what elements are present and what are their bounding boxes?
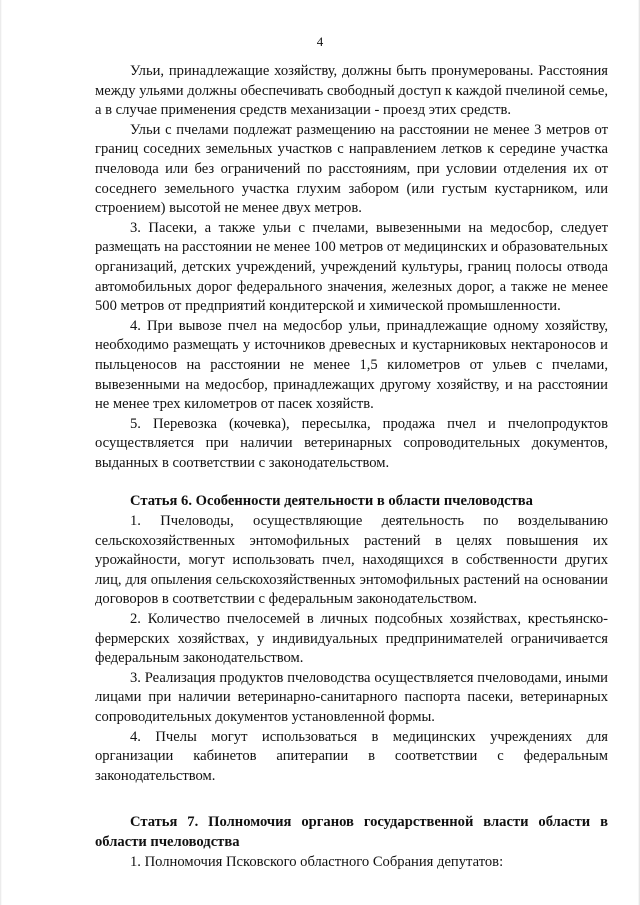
paragraph-hives-distance: Ульи с пчелами подлежат размещению на расстоянии не менее 3 метров от границ соседних земельных участков с направлением летков к середине участка пчеловода или без ограничений по расстояниям, при условии отделения их от соседнего земельного участка глухим забором (или густым кустарником, или строением) высотой не менее двух метров. (95, 121, 608, 217)
paragraph-item-4-transport: 4. При вывозе пчел на медосбор ульи, принадлежащие одному хозяйству, необходимо размещать у источников древесных и кустарниковых нектароносов и пыльценосов на расстоянии не менее 1,5 километров от ульев с пчелами, вывезенными на медосбор, принадлежащих другому хозяйству, и на расстоянии не менее трех километров от пасек хозяйств. (95, 317, 608, 413)
article-7-heading: Статья 7. Полномочия органов государственной власти области в области пчеловодства (95, 814, 608, 850)
article-6-item-1: 1. Пчеловоды, осуществляющие деятельность по возделыванию сельскохозяйственных энтомофильных растений в целях повышения их урожайности, могут использовать пчел, находящихся в собственности других лиц, для опыления сельскохозяйственных энтомофильных растений на основании договоров в соответствии с федеральным законодательством. (95, 513, 608, 608)
article-7-item-1: 1. Полномочия Псковского областного Собрания депутатов: (130, 853, 504, 870)
scan-edge-left (0, 0, 2, 905)
paragraph-hives-numbering: Ульи, принадлежащие хозяйству, должны быть пронумерованы. Расстояния между ульями должны обеспечивать свободный доступ к каждой пчелиной семье, а в случае применения средств механизации - проезд этих средств. (95, 63, 608, 119)
article-6-item-3: 3. Реализация продуктов пчеловодства осуществляется пчеловодами, иными лицами при наличии ветеринарно-санитарного паспорта пасеки, ветеринарных сопроводительных документов установленной формы. (95, 669, 608, 725)
article-6-heading: Статья 6. Особенности деятельности в области пчеловодства (130, 493, 533, 510)
article-6-item-2: 2. Количество пчелосемей в личных подсобных хозяйствах, крестьянско-фермерских хозяйствах, у индивидуальных предпринимателей ограничивается федеральным законодательством. (95, 611, 608, 667)
article-6-item-4: 4. Пчелы могут использоваться в медицинских учреждениях для организации кабинетов апитерапии в соответствии с федеральным законодательством. (95, 728, 608, 784)
paragraph-item-3-apiaries: 3. Пасеки, а также ульи с пчелами, вывезенными на медосбор, следует размещать на расстоянии не менее 100 метров от медицинских и образовательных организаций, детских учреждений, учреждений культуры, границ полосы отвода автомобильных дорог федерального значения, железных дорог, а также не менее 500 метров от предприятий кондитерской и химической промышленности. (95, 219, 608, 315)
paragraph-item-5-shipping: 5. Перевозка (кочевка), пересылка, продажа пчел и пчелопродуктов осуществляется при наличии ветеринарных сопроводительных документов, выданных в соответствии с законодательством. (95, 415, 608, 471)
page-number: 4 (316, 34, 324, 49)
document-body (95, 62, 608, 872)
